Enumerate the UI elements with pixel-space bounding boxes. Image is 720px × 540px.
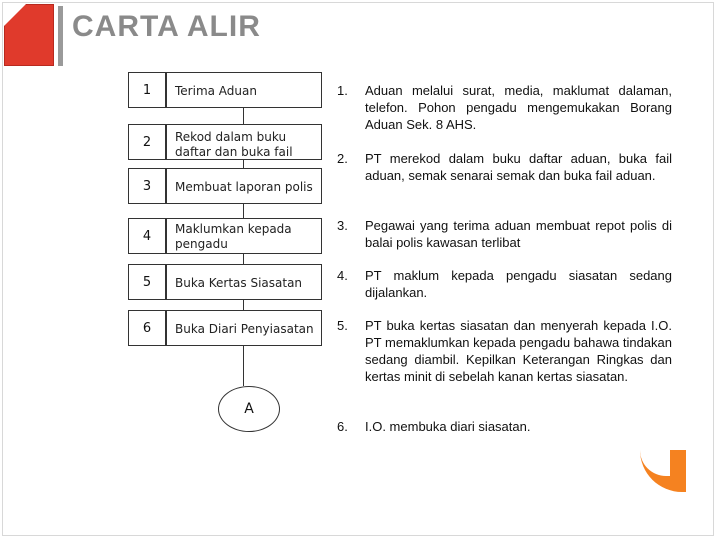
note-text: PT buka kertas siasatan dan menyerah kepada I.O. PT memaklumkan kepada pengadu bahawa tindakan sedang diambil. Kepilkan Keterangan Ringkas dan kertas minit di sebelah kanan kertas siasatan. [365, 318, 672, 384]
flow-step-5 [128, 264, 320, 300]
note-text: I.O. membuka diari siasatan. [365, 419, 531, 434]
flow-connector-5-6 [243, 300, 244, 310]
flow-connector-3-4 [243, 204, 244, 218]
note-number: 3. [337, 218, 348, 233]
note-text: Aduan melalui surat, media, maklumat dalaman, telefon. Pohon pengadu mengemukakan Borang Aduan Sek. 8 AHS. [365, 83, 672, 132]
flow-connector-2-3 [243, 160, 244, 168]
flow-step-label: Maklumkan kepada pengadu [166, 218, 322, 254]
note-number: 6. [337, 419, 348, 434]
flow-connector-4-5 [243, 254, 244, 264]
flow-step-4 [128, 218, 320, 254]
note-text: PT merekod dalam buku daftar aduan, buka fail aduan, semak senarai semak dan buka fail aduan. [365, 151, 672, 183]
flow-step-label: Terima Aduan [166, 72, 322, 108]
title-accent-bar [58, 6, 63, 66]
flow-step-number: 6 [128, 310, 166, 346]
flow-step-number: 3 [128, 168, 166, 204]
red-corner-decoration [4, 4, 54, 66]
note-number: 4. [337, 268, 348, 283]
flow-step-number: 1 [128, 72, 166, 108]
note-item-4 [337, 267, 672, 301]
flow-step-label: Buka Kertas Siasatan [166, 264, 322, 300]
flow-connector-1-2 [243, 108, 244, 124]
note-item-6 [337, 418, 672, 435]
flow-connector-6-A [243, 346, 244, 386]
corner-notch [4, 4, 26, 26]
flow-step-number: 5 [128, 264, 166, 300]
note-number: 1. [337, 83, 348, 98]
note-item-2 [337, 150, 672, 184]
flow-step-3 [128, 168, 320, 204]
note-item-3 [337, 217, 672, 251]
note-text: PT maklum kepada pengadu siasatan sedang dijalankan. [365, 268, 672, 300]
flow-step-number: 4 [128, 218, 166, 254]
flow-step-6 [128, 310, 320, 346]
flow-step-1 [128, 72, 320, 108]
flow-step-label: Membuat laporan polis [166, 168, 322, 204]
flow-step-label: Rekod dalam buku daftar dan buka fail [166, 124, 322, 160]
flow-step-number: 2 [128, 124, 166, 160]
flow-connector-terminal: A [218, 386, 280, 432]
note-item-1 [337, 82, 672, 133]
flow-step-label: Buka Diari Penyiasatan [166, 310, 322, 346]
note-number: 2. [337, 151, 348, 166]
page-title: CARTA ALIR [72, 10, 261, 43]
note-item-5 [337, 317, 672, 385]
note-text: Pegawai yang terima aduan membuat repot polis di balai polis kawasan terlibat [365, 218, 672, 250]
note-number: 5. [337, 318, 348, 333]
flow-step-2 [128, 124, 320, 160]
